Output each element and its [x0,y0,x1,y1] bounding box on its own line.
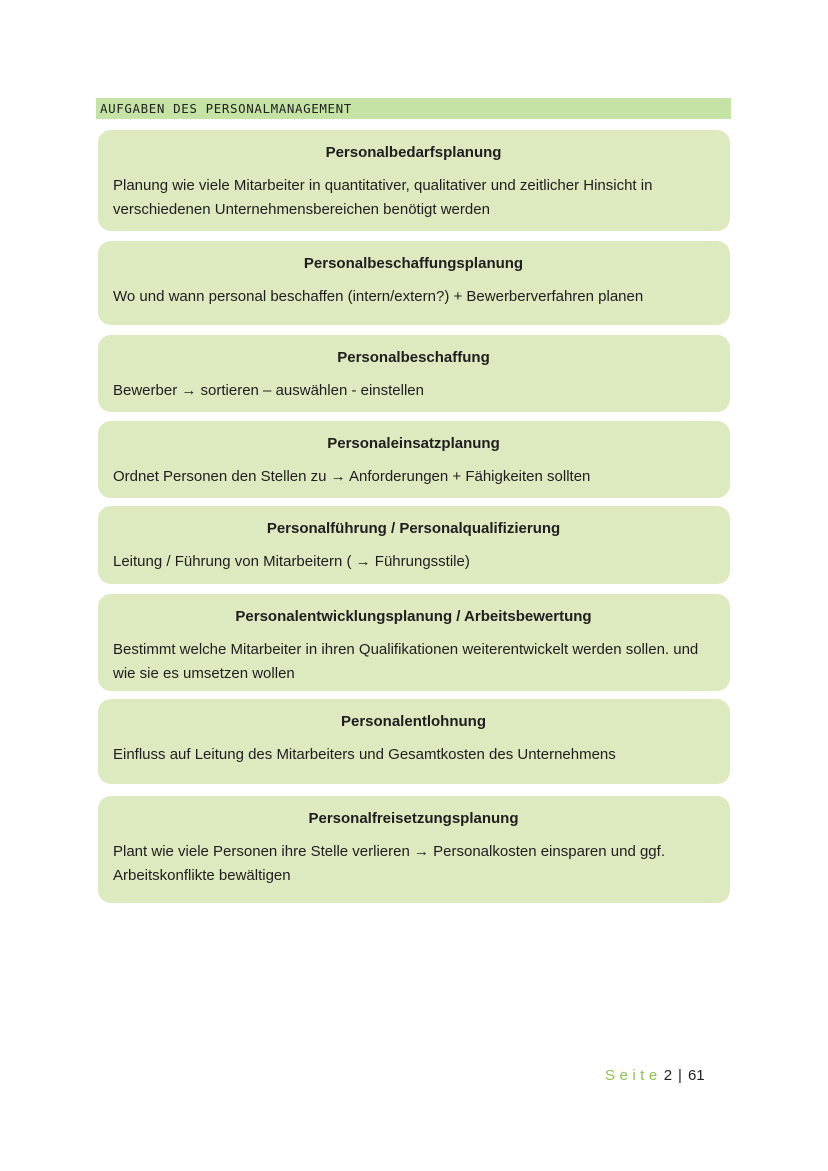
card-text: Einfluss auf Leitung des Mitarbeiters und Gesamtkosten des Unternehmens [113,746,616,763]
page-separator: | [678,1067,682,1084]
card-text: Planung wie viele Mitarbeiter in quantitativer, qualitativer und zeitlicher Hinsicht in verschiedenen Unternehmensbereichen benötigt werden [113,177,653,218]
page-number: 2 [663,1067,673,1084]
page-label: Seite [605,1067,662,1084]
card-title: Personalbeschaffung [337,349,490,366]
task-card-personalbedarfsplanung [98,130,730,231]
section-title: AUFGABEN DES PERSONALMANAGEMENT [100,101,352,116]
card-text: Bestimmt welche Mitarbeiter in ihren Qualifikationen weiterentwickelt werden sollen. und wie sie es umsetzen wollen [113,641,699,682]
section-header [96,98,731,119]
card-title: Personaleinsatzplanung [327,435,500,452]
task-card-personalfreisetzungsplanung [98,796,730,903]
task-card-personalbeschaffung [98,335,730,412]
task-card-personalentwicklungsplanung [98,594,730,691]
card-title: Personalbeschaffungsplanung [303,255,524,272]
card-text: Leitung / Führung von Mitarbeitern ( → Führungsstile) [113,553,470,570]
card-text: Ordnet Personen den Stellen zu → Anforderungen + Fähigkeiten sollten [113,468,591,485]
card-text: Wo und wann personal beschaffen (intern/extern?) + Bewerberverfahren planen [113,288,644,305]
task-card-personalfuehrung [98,506,730,584]
task-card-personaleinsatzplanung [98,421,730,498]
task-card-personalbeschaffungsplanung [98,241,730,325]
card-title: Personalentwicklungsplanung / Arbeitsbewertung [235,608,592,625]
card-title: Personalfreisetzungsplanung [308,810,519,827]
card-text: Plant wie viele Personen ihre Stelle verlieren → Personalkosten einsparen und ggf. Arbeitskonflikte bewältigen [113,843,665,884]
page-footer [605,1066,705,1086]
card-title: Personalführung / Personalqualifizierung [266,520,561,537]
task-card-personalentlohnung [98,699,730,784]
card-title: Personalentlohnung [340,713,486,730]
page-total: 61 [687,1067,705,1084]
card-title: Personalbedarfsplanung [325,144,502,161]
card-text: Bewerber → sortieren – auswählen - einstellen [113,382,424,399]
